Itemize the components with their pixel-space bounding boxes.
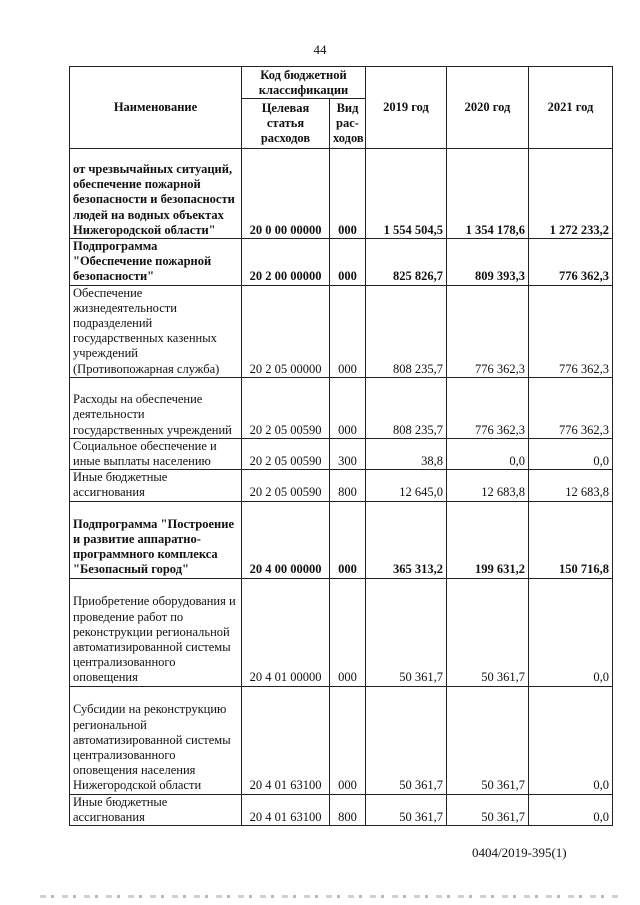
row-name: Иные бюджетные ассигнования (70, 794, 242, 825)
row-value-2021: 150 716,8 (529, 501, 613, 578)
row-value-2020: 199 631,2 (447, 501, 529, 578)
row-target-code: 20 2 00 00000 (242, 239, 330, 286)
row-name: Приобретение оборудования и проведение работ по реконструкции региональной автоматизированной системы централизованного оповещения (70, 578, 242, 686)
header-budget-classification: Код бюджетной классификации (242, 67, 366, 99)
scan-edge-artifact (40, 895, 620, 898)
row-name: Иные бюджетные ассигнования (70, 470, 242, 501)
row-value-2021: 776 362,3 (529, 285, 613, 377)
row-value-2021: 776 362,3 (529, 239, 613, 286)
row-value-2021: 1 272 233,2 (529, 149, 613, 239)
row-value-2021: 776 362,3 (529, 377, 613, 438)
row-value-2020: 50 361,7 (447, 686, 529, 794)
header-2019: 2019 год (366, 67, 447, 149)
table-row (70, 686, 613, 794)
row-name: Обеспечение жизнедеятельности подразделений государственных казенных учреждений (Противопожарная служба) (70, 285, 242, 377)
row-name: Расходы на обеспечение деятельности государственных учреждений (70, 377, 242, 438)
table-row (70, 377, 613, 438)
row-value-2020: 12 683,8 (447, 470, 529, 501)
table-row (70, 794, 613, 825)
table-row (70, 285, 613, 377)
document-code: 0404/2019-395(1) (472, 845, 567, 860)
row-name: Субсидии на реконструкцию региональной автоматизированной системы централизованного оповещения населения Нижегородской области (70, 686, 242, 794)
row-expense-type: 000 (330, 285, 366, 377)
row-name: Подпрограмма "Обеспечение пожарной безопасности" (70, 239, 242, 286)
row-value-2021: 0,0 (529, 794, 613, 825)
row-expense-type: 000 (330, 377, 366, 438)
header-2021: 2021 год (529, 67, 613, 149)
row-expense-type: 300 (330, 438, 366, 469)
row-value-2019: 365 313,2 (366, 501, 447, 578)
row-target-code: 20 4 01 63100 (242, 686, 330, 794)
table-row (70, 470, 613, 501)
header-2020: 2020 год (447, 67, 529, 149)
row-value-2019: 50 361,7 (366, 578, 447, 686)
row-target-code: 20 2 05 00590 (242, 377, 330, 438)
row-expense-type: 000 (330, 578, 366, 686)
row-expense-type: 000 (330, 501, 366, 578)
row-value-2019: 808 235,7 (366, 285, 447, 377)
row-value-2019: 12 645,0 (366, 470, 447, 501)
row-value-2021: 0,0 (529, 686, 613, 794)
row-value-2020: 776 362,3 (447, 377, 529, 438)
table-row (70, 501, 613, 578)
row-value-2021: 0,0 (529, 438, 613, 469)
row-name: Социальное обеспечение и иные выплаты населению (70, 438, 242, 469)
row-target-code: 20 4 01 00000 (242, 578, 330, 686)
row-name: от чрезвычайных ситуаций, обеспечение пожарной безопасности и безопасности людей на водных объектах Нижегородской области" (70, 149, 242, 239)
table-row (70, 578, 613, 686)
row-value-2019: 38,8 (366, 438, 447, 469)
row-name: Подпрограмма "Построение и развитие аппаратно-программного комплекса "Безопасный город" (70, 501, 242, 578)
header-expense-type: Вид рас-ходов (330, 99, 366, 149)
table-row (70, 239, 613, 286)
row-target-code: 20 2 05 00590 (242, 438, 330, 469)
row-value-2020: 809 393,3 (447, 239, 529, 286)
row-expense-type: 000 (330, 239, 366, 286)
row-expense-type: 800 (330, 794, 366, 825)
page-number: 44 (313, 42, 327, 57)
row-value-2019: 50 361,7 (366, 794, 447, 825)
row-expense-type: 800 (330, 470, 366, 501)
row-target-code: 20 2 05 00590 (242, 470, 330, 501)
row-value-2019: 825 826,7 (366, 239, 447, 286)
row-value-2019: 50 361,7 (366, 686, 447, 794)
row-target-code: 20 4 00 00000 (242, 501, 330, 578)
header-name: Наименование (70, 67, 242, 149)
table-row (70, 149, 613, 239)
row-value-2020: 50 361,7 (447, 578, 529, 686)
row-value-2020: 50 361,7 (447, 794, 529, 825)
row-value-2021: 12 683,8 (529, 470, 613, 501)
row-target-code: 20 4 01 63100 (242, 794, 330, 825)
row-expense-type: 000 (330, 149, 366, 239)
row-value-2019: 1 554 504,5 (366, 149, 447, 239)
budget-table (69, 66, 613, 826)
table-row (70, 438, 613, 469)
row-target-code: 20 2 05 00000 (242, 285, 330, 377)
row-value-2021: 0,0 (529, 578, 613, 686)
row-value-2019: 808 235,7 (366, 377, 447, 438)
row-value-2020: 0,0 (447, 438, 529, 469)
row-target-code: 20 0 00 00000 (242, 149, 330, 239)
header-target-article: Целевая статья расходов (242, 99, 330, 149)
row-expense-type: 000 (330, 686, 366, 794)
row-value-2020: 1 354 178,6 (447, 149, 529, 239)
row-value-2020: 776 362,3 (447, 285, 529, 377)
